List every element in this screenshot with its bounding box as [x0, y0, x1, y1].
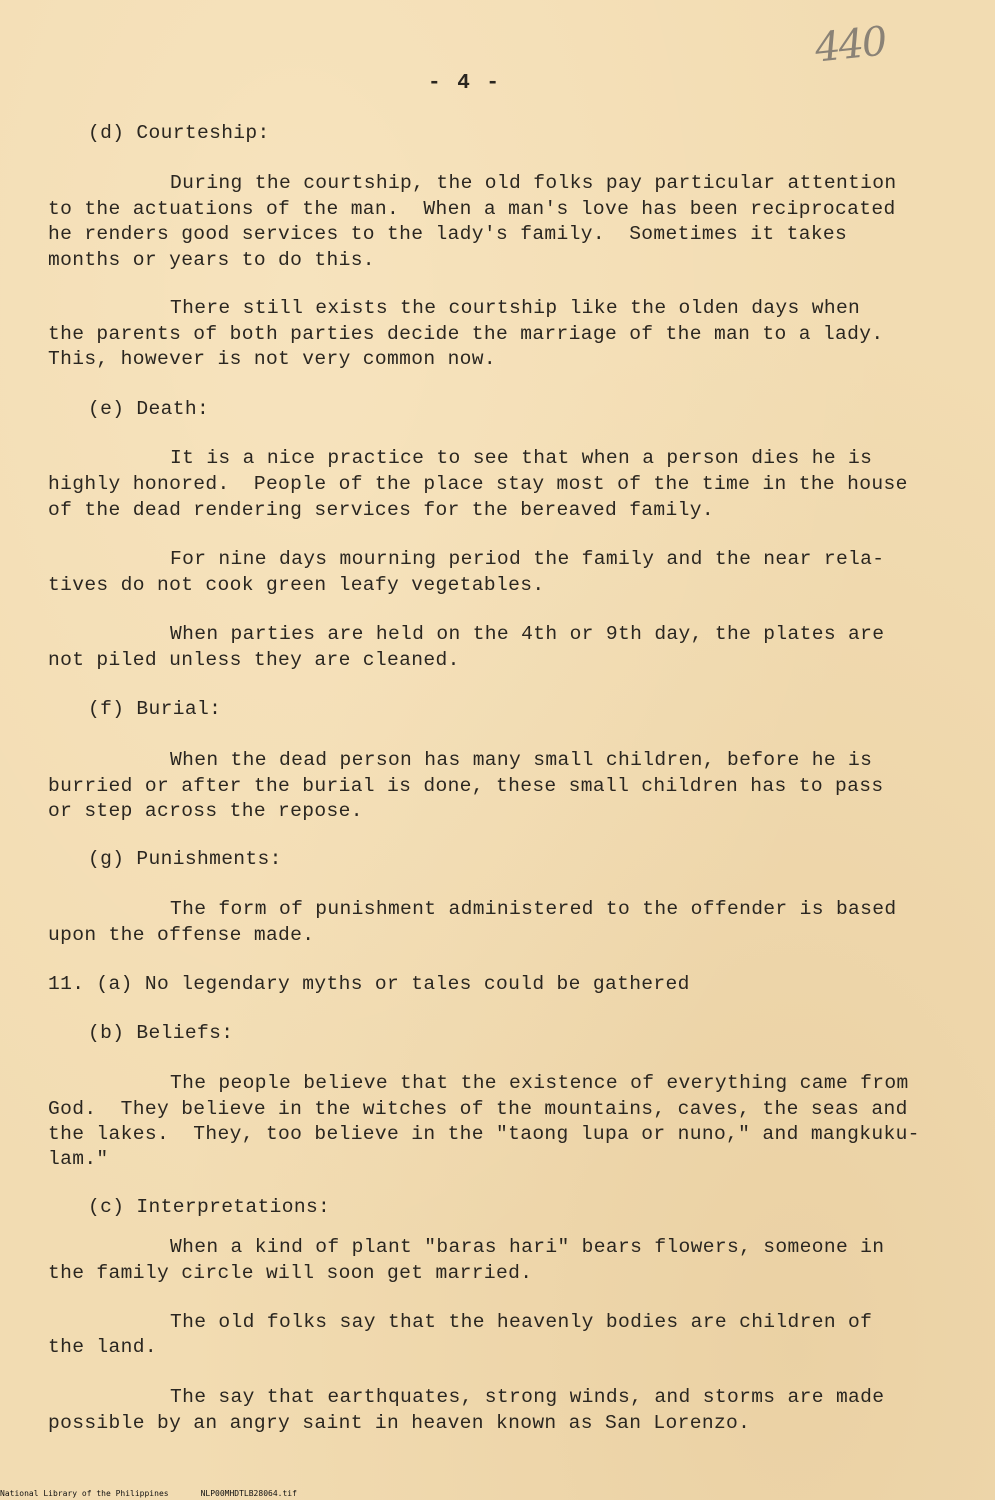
footer-filename: NLP00MHDTLB28064.tif — [200, 1489, 297, 1498]
paragraph-line: God. They believe in the witches of the mountains, caves, the seas and — [48, 1098, 908, 1120]
paragraph-line: This, however is not very common now. — [48, 348, 497, 370]
section-heading: (d) Courteship: — [88, 122, 270, 144]
paragraph-line: The say that earthquates, strong winds, and storms are made — [170, 1386, 885, 1408]
section-heading: (c) Interpretations: — [88, 1196, 331, 1218]
paragraph-line: The people believe that the existence of everything came from — [170, 1072, 909, 1094]
paragraph-line: When the dead person has many small children, before he is — [170, 749, 873, 771]
paragraph-line: tives do not cook green leafy vegetables. — [48, 574, 545, 596]
paragraph-line: lam." — [48, 1148, 109, 1170]
paragraph-line: or step across the repose. — [48, 800, 363, 822]
paragraph-line: When a kind of plant "baras hari" bears flowers, someone in — [170, 1236, 885, 1258]
paragraph-line: During the courtship, the old folks pay particular attention — [170, 172, 897, 194]
footer-library: National Library of the Philippines — [0, 1489, 169, 1498]
paragraph-line: the parents of both parties decide the marriage of the man to a lady. — [48, 323, 884, 345]
scan-footer — [0, 1489, 329, 1498]
page-number: - 4 - — [428, 72, 502, 95]
paragraph-line: The old folks say that the heavenly bodies are children of — [170, 1311, 873, 1333]
paragraph-line: of the dead rendering services for the bereaved family. — [48, 499, 714, 521]
handwritten-folio-number: 440 — [812, 18, 888, 72]
section-heading: (f) Burial: — [88, 698, 222, 720]
section-heading: (b) Beliefs: — [88, 1022, 234, 1044]
numbered-item: 11. (a) No legendary myths or tales could be gathered — [48, 973, 690, 995]
paragraph-line: It is a nice practice to see that when a person dies he is — [170, 447, 873, 469]
section-heading: (g) Punishments: — [88, 848, 282, 870]
paragraph-line: not piled unless they are cleaned. — [48, 649, 460, 671]
paragraph-line: There still exists the courtship like the olden days when — [170, 297, 861, 319]
paragraph-line: the land. — [48, 1336, 157, 1358]
paragraph-line: to the actuations of the man. When a man's love has been reciprocated — [48, 198, 896, 220]
paragraph-line: highly honored. People of the place stay most of the time in the house — [48, 473, 908, 495]
paragraph-line: upon the offense made. — [48, 924, 315, 946]
paragraph-line: he renders good services to the lady's family. Sometimes it takes — [48, 223, 848, 245]
section-heading: (e) Death: — [88, 398, 210, 420]
paragraph-line: months or years to do this. — [48, 249, 375, 271]
paragraph-line: When parties are held on the 4th or 9th day, the plates are — [170, 623, 885, 645]
paragraph-line: For nine days mourning period the family and the near rela- — [170, 548, 885, 570]
paragraph-line: the family circle will soon get married. — [48, 1262, 533, 1284]
paragraph-line: The form of punishment administered to the offender is based — [170, 898, 897, 920]
paragraph-line: possible by an angry saint in heaven known as San Lorenzo. — [48, 1412, 751, 1434]
paragraph-line: the lakes. They, too believe in the "taong lupa or nuno," and mangkuku- — [48, 1123, 920, 1145]
paragraph-line: burried or after the burial is done, these small children has to pass — [48, 775, 884, 797]
